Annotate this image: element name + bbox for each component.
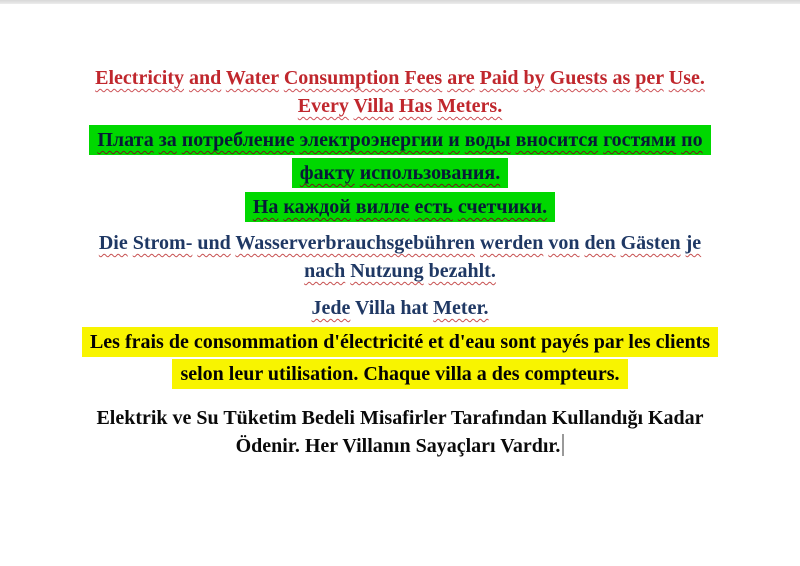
paragraph-german <box>0 229 800 322</box>
german-line-1 <box>0 229 800 257</box>
green-highlight <box>245 192 555 222</box>
text-cursor <box>562 434 564 456</box>
heading-english <box>0 64 800 120</box>
german-line-2 <box>0 257 800 285</box>
turkish-text-1: Elektrik ve Su Tüketim Bedeli Misafirler Tarafından Kullandığı Kadar <box>96 407 704 429</box>
russian-line-2 <box>0 158 800 188</box>
yellow-highlight <box>82 327 718 357</box>
french-line-2 <box>0 359 800 389</box>
french-text-2: selon leur utilisation. Chaque villa a des compteurs. <box>180 363 620 385</box>
german-text-1: Die Strom- und Wasserverbrauchsgebühren werden von den Gästen je <box>98 232 702 254</box>
paragraph-russian-highlighted <box>0 125 800 222</box>
russian-text-1: Плата за потребление электроэнергии и воды вносится гостями по <box>97 129 703 151</box>
heading-english-line-2 <box>0 92 800 120</box>
german-text-2: nach Nutzung bezahlt. <box>304 260 496 282</box>
editable-document-page[interactable] <box>0 4 800 566</box>
turkish-line-1 <box>0 404 800 432</box>
russian-line-1 <box>0 125 800 155</box>
green-highlight <box>292 158 508 188</box>
paragraph-turkish <box>0 404 800 460</box>
yellow-highlight <box>172 359 627 389</box>
german-text-3: Jede Villa hat Meter. <box>311 297 489 319</box>
turkish-line-2 <box>0 432 800 460</box>
french-line-1 <box>0 327 800 357</box>
heading-english-text-1: Electricity and Water Consumption Fees are Paid by Guests as per Use. <box>95 67 705 89</box>
russian-line-3 <box>0 192 800 222</box>
turkish-text-2: Ödenir. Her Villanın Sayaçları Vardır. <box>235 435 561 457</box>
green-highlight <box>89 125 710 155</box>
heading-english-text-2: Every Villa Has Meters. <box>297 95 503 117</box>
russian-text-2: факту использования. <box>299 162 501 184</box>
russian-text-3: На каждой вилле есть счетчики. <box>252 196 548 218</box>
paragraph-french-highlighted <box>0 327 800 389</box>
heading-english-line-1 <box>0 64 800 92</box>
french-text-1: Les frais de consommation d'électricité et d'eau sont payés par les clients <box>89 331 711 353</box>
german-line-3 <box>0 294 800 322</box>
